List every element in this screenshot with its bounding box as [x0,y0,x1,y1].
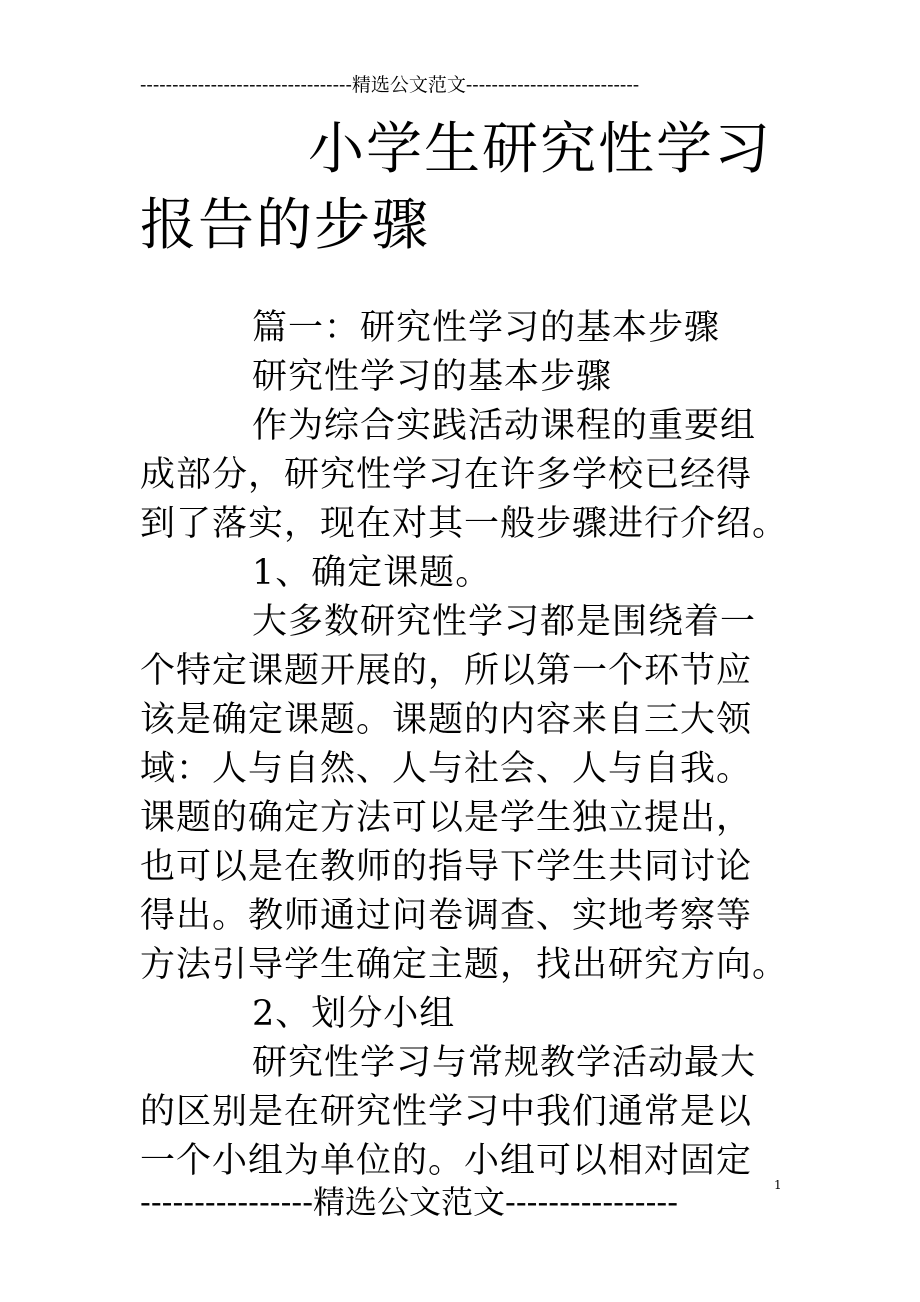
body-line: 的区别是在研究性学习中我们通常是以 [140,1092,753,1132]
body-line: 成部分，研究性学习在许多学校已经得 [140,455,753,495]
body-line: 方法引导学生确定主题，找出研究方向。 [140,945,789,985]
body-line: 个特定课题开展的，所以第一个环节应 [140,651,753,691]
document-title [140,112,800,264]
body-line: 一个小组为单位的。小组可以相对固定 [140,1141,753,1181]
body-line: 作为综合实践活动课程的重要组 [252,406,757,446]
page-footer: ----------------精选公文范文---------------- [140,1183,679,1221]
body-line: 2、划分小组 [252,994,456,1034]
body-line: 研究性学习与常规教学活动最大 [252,1043,757,1083]
body-line: 篇一：研究性学习的基本步骤 [252,308,721,348]
body-line: 到了落实，现在对其一般步骤进行介绍。 [140,504,789,544]
document-body [140,304,789,1186]
body-line: 该是确定课题。课题的内容来自三大领 [140,700,753,740]
page-header: ---------------------------------精选公文范文--------------------------- [140,74,640,96]
body-line: 研究性学习的基本步骤 [252,357,613,397]
body-line: 也可以是在教师的指导下学生共同讨论 [140,847,753,887]
body-line: 课题的确定方法可以是学生独立提出， [140,798,753,838]
title-line-1: 小学生研究性学习 [308,117,772,182]
page-number: 1 [774,1178,782,1192]
body-line: 1、确定课题。 [252,553,492,593]
title-line-2: 报告的步骤 [140,193,430,258]
body-line: 大多数研究性学习都是围绕着一 [252,602,757,642]
body-line: 得出。教师通过问卷调查、实地考察等 [140,896,753,936]
body-line: 域：人与自然、人与社会、人与自我。 [140,749,753,789]
